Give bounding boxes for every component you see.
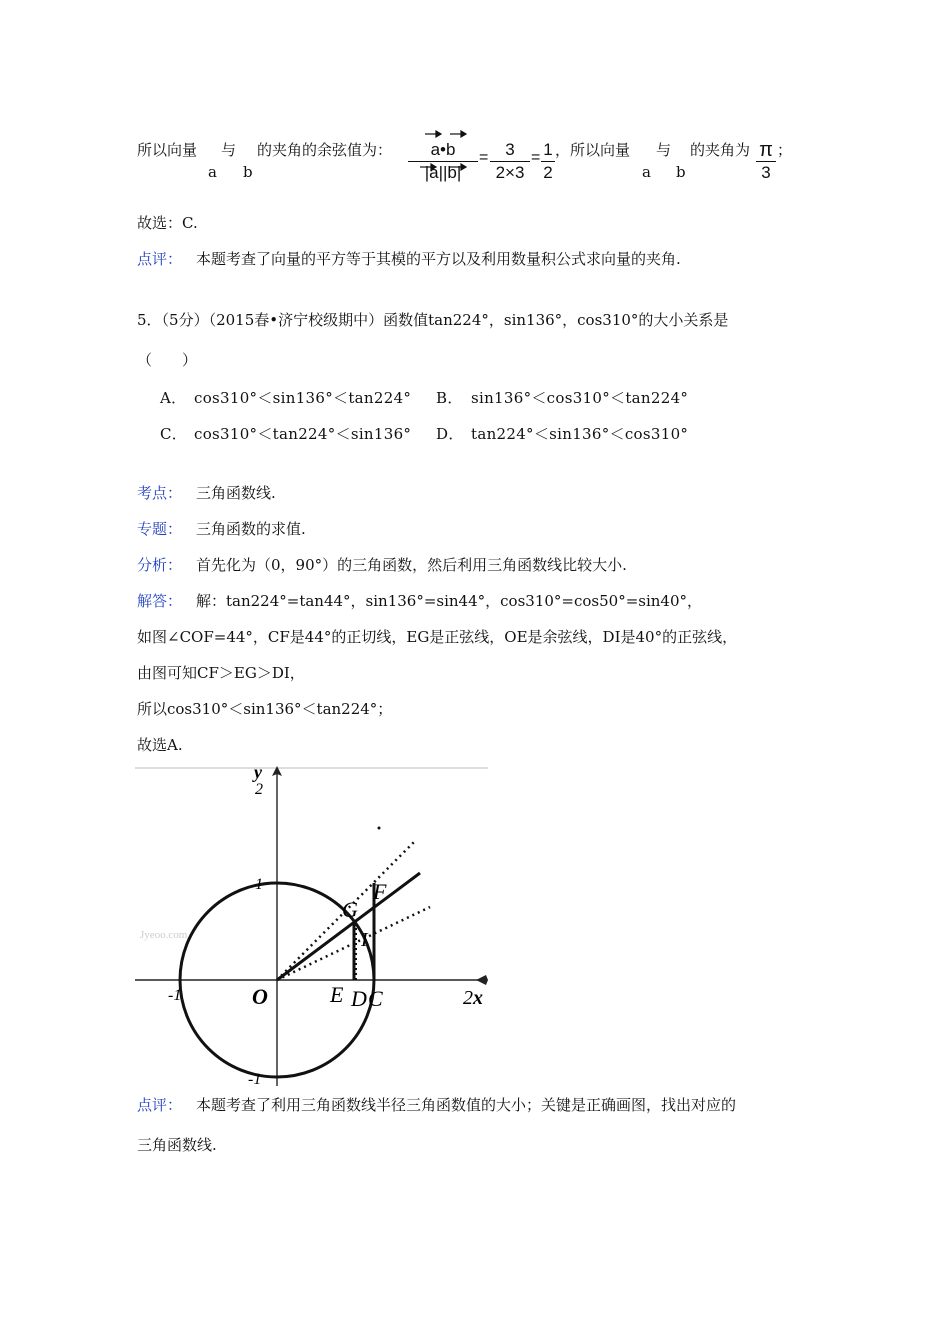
point-d-label: D	[351, 986, 367, 1011]
solution-line-2: 如图∠COF=44°，CF是44°的正切线，EG是正弦线，OE是余弦线，DI是40°的正弦线，	[137, 628, 738, 646]
after-text: ，所以向量	[555, 141, 631, 159]
jieda-label: 解答：	[137, 592, 183, 610]
x-label: x	[473, 987, 483, 1009]
comment-label: 点评：	[137, 250, 183, 268]
option-a-text: cos310°＜sin136°＜tan224°	[194, 389, 412, 407]
comment2-text-2: 三角函数线.	[137, 1136, 217, 1154]
fraction-one-half	[541, 139, 555, 184]
option-a-label: A．	[160, 389, 187, 407]
point-f-label: F	[373, 879, 387, 904]
terminal-ray-44	[277, 873, 420, 980]
end-punct: ；	[777, 141, 793, 159]
option-b-label: B．	[436, 389, 463, 407]
stray-dot	[378, 827, 381, 830]
fraction-numerator: 3	[505, 140, 515, 159]
fraction-three-over-six	[490, 139, 530, 184]
prefix-text: 所以向量	[137, 141, 198, 159]
fraction-dot-over-mod	[408, 139, 478, 184]
vector-b-label: b	[676, 163, 686, 181]
option-d-label: D．	[436, 425, 464, 443]
kaodian-label: 考点：	[137, 484, 183, 502]
question-stem: 5．（5分）（2015春•济宁校级期中）函数值tan224°，sin136°，cos310°的大小关系是	[137, 311, 729, 329]
fraction-denominator: |a||b|	[424, 163, 462, 182]
y-tick-neg1: -1	[248, 1071, 262, 1088]
x-tick-2: 2	[463, 987, 473, 1009]
fraction-numerator: π	[759, 139, 773, 161]
option-c-label: C．	[160, 425, 188, 443]
vector-a-label: a	[208, 163, 217, 181]
origin-label: O	[252, 984, 268, 1009]
fraction-denominator: 2×3	[495, 163, 525, 182]
vector-b-label: b	[243, 163, 253, 181]
kaodian-text: 三角函数线.	[196, 484, 276, 502]
fraction-denominator: 2	[543, 163, 553, 182]
fraction-numerator: 1	[543, 140, 553, 159]
comment2-label: 点评：	[137, 1096, 183, 1114]
comment2-text: 本题考查了利用三角函数线半径三角函数值的大小；关键是正确画图，找出对应的	[196, 1096, 737, 1114]
solution-line-4: 所以cos310°＜sin136°＜tan224°；	[137, 700, 393, 718]
equals-sign: =	[479, 149, 489, 166]
after2-text: 的夹角为	[690, 141, 751, 159]
option-b-text: sin136°＜cos310°＜tan224°	[471, 389, 689, 407]
y-label: y	[254, 766, 262, 782]
question-paren: （ ）	[137, 351, 198, 369]
x-axis-arrow-icon	[476, 975, 488, 985]
suffix-text: 的夹角的余弦值为：	[257, 141, 393, 159]
figure-watermark: Jyeoo.com	[140, 929, 188, 941]
point-e-label: E	[330, 982, 344, 1007]
y-tick-2: 2	[255, 781, 263, 798]
zhuanti-text: 三角函数的求值.	[196, 520, 306, 538]
option-d-text: tan224°＜sin136°＜cos310°	[471, 425, 689, 443]
fraction-numerator: a•b	[430, 140, 456, 159]
point-i-label: I	[361, 929, 368, 951]
answer-1: 故选：C.	[137, 214, 198, 232]
fraction-pi-over-three	[756, 139, 776, 184]
mid2-text: 与	[656, 141, 672, 159]
solution-line-5: 故选A.	[137, 736, 183, 754]
y-tick-1: 1	[255, 876, 263, 893]
point-c-label: C	[368, 986, 383, 1011]
point-g-label: G	[342, 897, 358, 922]
zhuanti-label: 专题：	[137, 520, 183, 538]
vector-a-label: a	[642, 163, 651, 181]
solution-line-3: 由图可知CF＞EG＞DI，	[137, 664, 305, 682]
option-c-text: cos310°＜tan224°＜sin136°	[194, 425, 412, 443]
fenxi-label: 分析：	[137, 556, 183, 574]
comment-text: 本题考查了向量的平方等于其模的平方以及利用数量积公式求向量的夹角.	[196, 250, 681, 268]
mid-text: 与	[221, 141, 237, 159]
unit-circle-figure	[130, 766, 490, 1092]
fraction-denominator: 3	[761, 163, 771, 182]
equals-sign: =	[531, 149, 541, 166]
fenxi-text: 首先化为（0，90°）的三角函数，然后利用三角函数线比较大小.	[196, 556, 627, 574]
jieda-text: 解：tan224°=tan44°，sin136°=sin44°，cos310°=cos50°=sin40°，	[196, 592, 703, 610]
x-tick-neg1: -1	[168, 987, 182, 1004]
